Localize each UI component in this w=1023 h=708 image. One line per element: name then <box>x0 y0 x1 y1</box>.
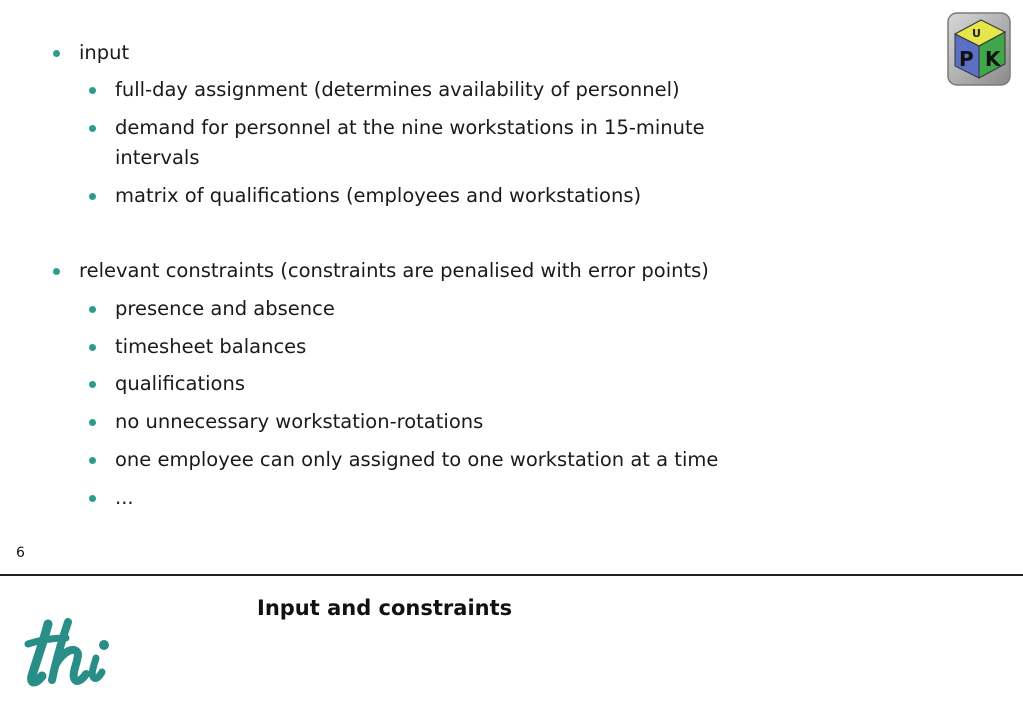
bullet-dot <box>89 193 96 200</box>
bullet-dot <box>89 381 96 388</box>
sub-bullet-text: ... <box>115 486 134 509</box>
bullet-constraints <box>79 256 709 286</box>
sub-bullet <box>115 332 775 362</box>
bullet-text: input <box>79 41 130 64</box>
sub-bullet <box>115 483 775 513</box>
sub-bullet-text: qualifications <box>115 372 245 395</box>
sub-bullet <box>115 113 775 173</box>
tu-logo-icon <box>18 618 118 690</box>
bullet-text: relevant constraints (constraints are penalised with error points) <box>79 259 709 282</box>
bullet-dot <box>89 125 96 132</box>
sub-bullet-text: matrix of qualifications (employees and workstations) <box>115 184 642 207</box>
page-number: 6 <box>16 545 25 561</box>
footer-divider <box>0 574 1023 576</box>
svg-text:P: P <box>959 47 974 71</box>
sub-bullet-text: presence and absence <box>115 297 335 320</box>
sub-bullet <box>115 181 775 211</box>
bullet-input <box>79 38 129 68</box>
bullet-dot <box>89 344 96 351</box>
svg-text:K: K <box>985 47 1001 71</box>
bullet-dot <box>53 50 60 57</box>
sub-bullet-text: demand for personnel at the nine workstations in 15-minute intervals <box>115 116 705 169</box>
sub-bullet-text: no unnecessary workstation-rotations <box>115 410 484 433</box>
sub-bullet <box>115 407 775 437</box>
sub-bullet <box>115 75 775 105</box>
slide-title: Input and constraints <box>257 596 513 620</box>
bullet-dot <box>53 268 60 275</box>
sub-bullet-text: one employee can only assigned to one workstation at a time <box>115 448 719 471</box>
bullet-dot <box>89 419 96 426</box>
cube-logo-icon <box>945 10 1015 90</box>
bullet-dot <box>89 495 96 502</box>
bullet-dot <box>89 306 96 313</box>
sub-bullet-text: timesheet balances <box>115 335 307 358</box>
sub-bullet-text: full-day assignment (determines availability of personnel) <box>115 78 680 101</box>
bullet-dot <box>89 87 96 94</box>
bullet-dot <box>89 457 96 464</box>
sub-bullet <box>115 369 775 399</box>
sub-bullet <box>115 445 775 475</box>
sub-bullet <box>115 294 775 324</box>
svg-text:U: U <box>972 27 981 40</box>
